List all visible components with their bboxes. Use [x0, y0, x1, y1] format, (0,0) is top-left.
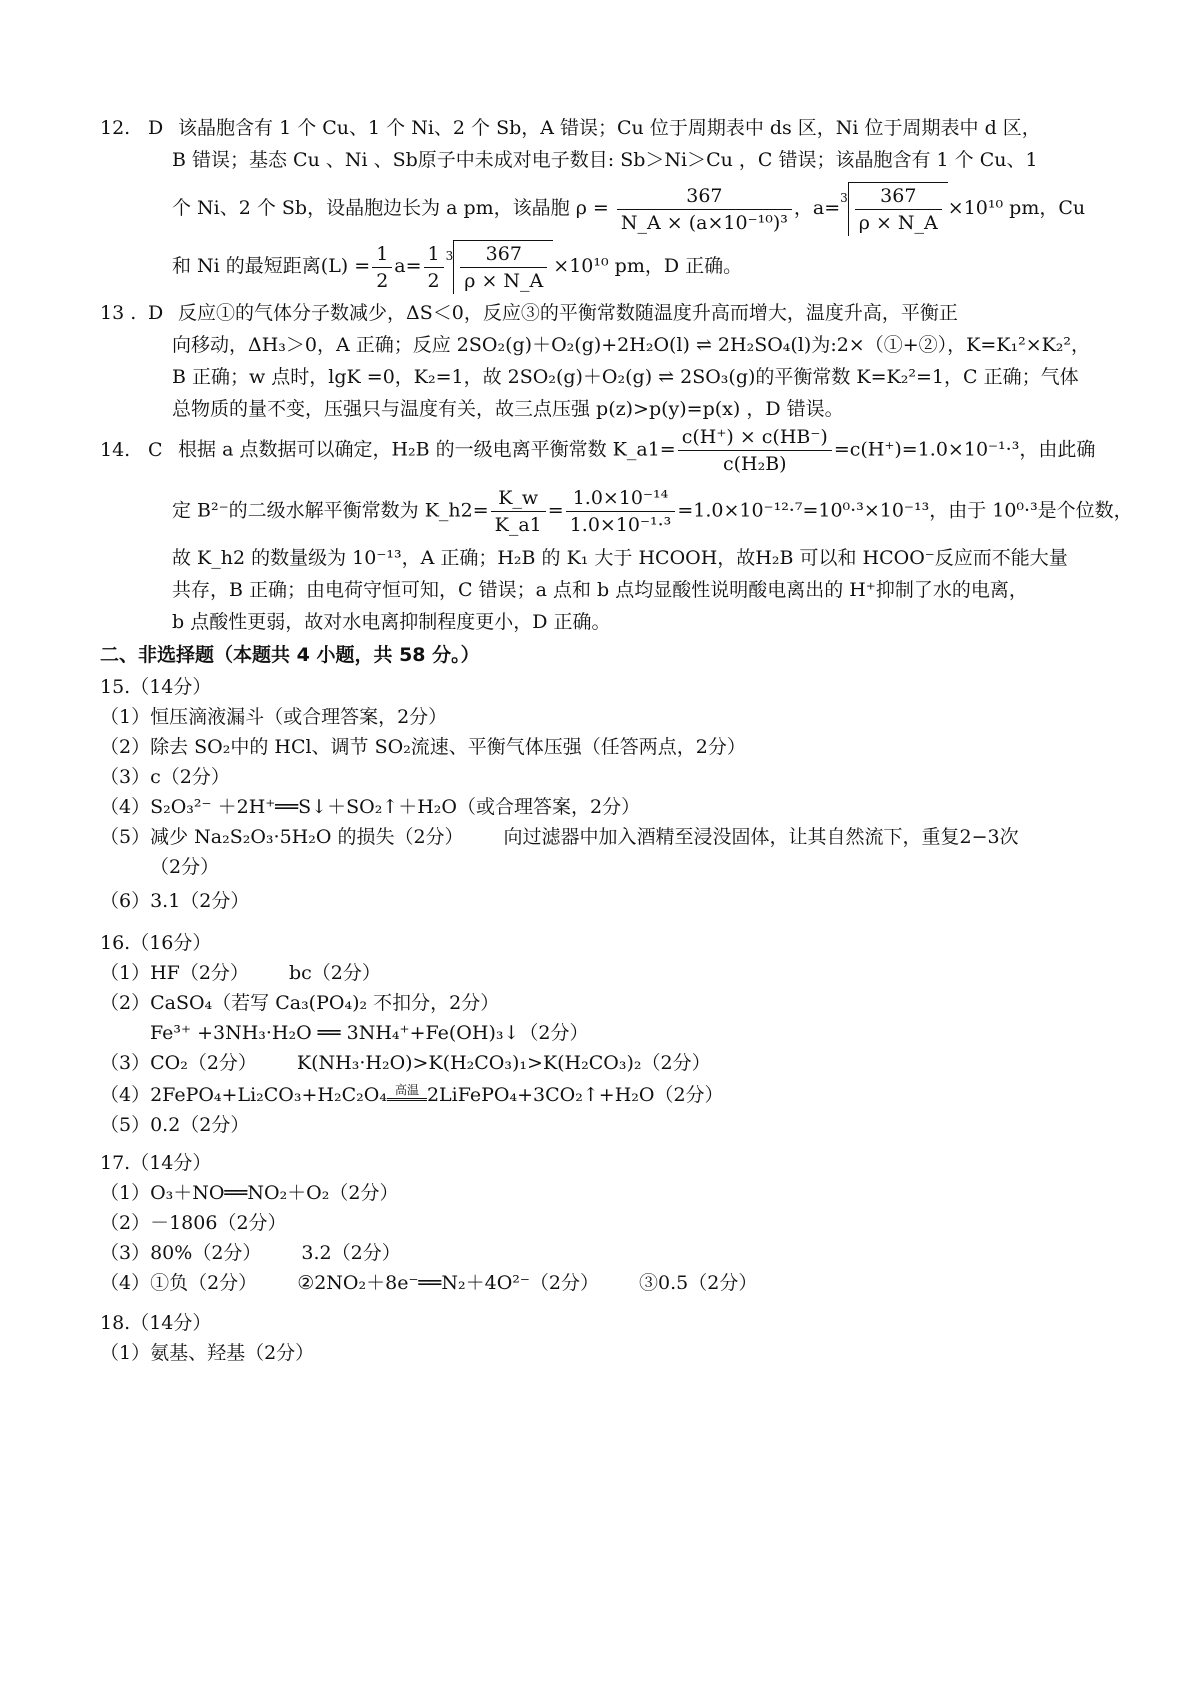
q17-item4b: ②2NO₂＋8e⁻══N₂＋4O²⁻（2分） [297, 1272, 600, 1294]
q12-block [100, 112, 1100, 294]
q15-item5c: （2分） [150, 856, 220, 878]
q18-heading: 18.（14分） [100, 1312, 212, 1334]
q12-answer: D [148, 117, 164, 139]
q17-item4 [100, 1268, 757, 1295]
q14-number: 14. [100, 438, 131, 461]
q16-item4-condition: 高温 [394, 1083, 419, 1097]
section-heading: 二、非选择题（本题共 4 小题，共 58 分。） [100, 644, 480, 666]
q12-line1: 该晶胞含有 1 个 Cu、1 个 Ni、2 个 Sb，A 错误；Cu 位于周期表中 ds 区，Ni 位于周期表中 d 区， [178, 117, 1041, 139]
q17-item1: （1）O₃＋NO══NO₂＋O₂（2分） [100, 1182, 399, 1204]
q12-cube-root: $^3$ $\frac{367}{\rho \times N\_A}$ [840, 182, 948, 236]
q15-item3: （3）c（2分） [100, 766, 230, 788]
q16-item1b: bc（2分） [288, 962, 381, 984]
q17-item4c: ③0.5（2分） [639, 1272, 758, 1294]
q14-kw-fraction: $\frac{K\_w}{K\_a1}$ [491, 485, 546, 538]
q16-item5: （5）0.2（2分） [100, 1114, 250, 1136]
q16-item1 [100, 958, 381, 985]
q12-line2: B 错误；基态 Cu 、Ni 、Sb原子中未成对电子数目: Sb＞Ni＞Cu ，C 错误；该晶胞含有 1 个 Cu、1 [172, 149, 1038, 171]
q12-line4b: ×10¹⁰ pm，D 正确。 [553, 255, 743, 277]
q13-line1: 反应①的气体分子数减少，ΔS＜0，反应③的平衡常数随温度升高而增大，温度升高，平衡正 [178, 302, 958, 324]
q14-line2b: =1.0×10⁻¹²·⁷=10⁰·³×10⁻¹³，由于 10⁰·³是个位数， [677, 499, 1133, 522]
q17-heading: 17.（14分） [100, 1152, 212, 1174]
q15-item5b: 向过滤器中加入酒精至浸没固体，让其自然流下，重复2−3次 [503, 826, 1019, 848]
q14-line1a: 根据 a 点数据可以确定，H₂B 的一级电离平衡常数 K_a1= [178, 438, 676, 461]
q17-item3 [100, 1238, 401, 1265]
q14-line1b: =c(H⁺)=1.0×10⁻¹·³，由此确 [833, 438, 1096, 461]
q13-line2: 向移动，ΔH₃＞0，A 正确；反应 2SO₂(g)＋O₂(g)+2H₂O(l) ⇌ 2H₂SO₄(l)为:2×（①+②），K=K₁²×K₂²， [172, 334, 1091, 356]
q12-half-fraction: $\frac{1}{2}$ [372, 241, 392, 294]
q16-item1a: （1）HF（2分） [100, 962, 249, 984]
q16-item3 [100, 1048, 711, 1075]
q13-number: 13 . [100, 302, 137, 324]
q14-line2a: 定 B²⁻的二级水解平衡常数为 K_h2= [172, 499, 489, 522]
q13-block [100, 297, 1100, 425]
q16-item4 [100, 1080, 724, 1107]
q16-item2a: （2）CaSO₄（若写 Ca₃(PO₄)₂ 不扣分，2分） [100, 992, 500, 1014]
q14-value-fraction: $\frac{\text{1.0×10⁻¹⁴}}{\text{1.0×10⁻¹·³}}$ [566, 485, 676, 538]
q17-item4a: （4）①负（2分） [100, 1272, 258, 1294]
q15-item6: （6）3.1（2分） [100, 890, 250, 912]
q16-item4a: （4）2FePO₄+Li₂CO₃+H₂C₂O₄ [100, 1084, 387, 1106]
q16-item4b: 2LiFePO₄+3CO₂↑+H₂O（2分） [426, 1084, 724, 1106]
q14-answer: C [148, 438, 163, 461]
q14-line5: b 点酸性更弱，故对水电离抑制程度更小，D 正确。 [172, 611, 611, 633]
q13-line3: B 正确；w 点时，lgK =0，K₂=1，故 2SO₂(g)＋O₂(g) ⇌ 2SO₃(g)的平衡常数 K=K₂²=1，C 正确；气体 [172, 366, 1079, 388]
q14-ka1-fraction: $\frac{c(H^+) \times c(HB^-)}{\text{c(H₂B)}}$ [678, 424, 832, 477]
q16-item3b: K(NH₃·H₂O)>K(H₂CO₃)₁>K(H₂CO₃)₂（2分） [296, 1052, 711, 1074]
q13-answer: D [148, 302, 164, 324]
q16-item2b: Fe³⁺ +3NH₃·H₂O ══ 3NH₄⁺+Fe(OH)₃↓（2分） [150, 1022, 589, 1044]
q13-line4: 总物质的量不变，压强只与温度有关，故三点压强 p(z)>p(y)=p(x) ，D 错误。 [172, 398, 844, 420]
q15-heading: 15.（14分） [100, 676, 212, 698]
q17-item3a: （3）80%（2分） [100, 1242, 262, 1264]
q15-item4: （4）S₂O₃²⁻ ＋2H⁺══S↓＋SO₂↑＋H₂O（或合理答案，2分） [100, 796, 641, 818]
q12-cube-root-2: $^3$ $\frac{367}{\rho \times N\_A}$ [446, 240, 554, 294]
q12-line3b: ，a= [793, 197, 841, 219]
q12-half-fraction-2: $\frac{1}{2}$ [424, 241, 444, 294]
q12-line4a: 和 Ni 的最短距离(L) = [172, 255, 371, 277]
q12-number: 12. [100, 117, 131, 139]
q15-item5a: （5）减少 Na₂S₂O₃·5H₂O 的损失（2分） [100, 826, 464, 848]
q15-item5 [100, 822, 1019, 849]
q17-item2: （2）－1806（2分） [100, 1212, 287, 1234]
q12-line3c: ×10¹⁰ pm，Cu [947, 197, 1086, 219]
q14-eq: = [547, 499, 564, 522]
q14-line4: 共存，B 正确；由电荷守恒可知，C 错误；a 点和 b 点均显酸性说明酸电离出的 H⁺抑制了水的电离， [172, 579, 1028, 601]
q16-item3a: （3）CO₂（2分） [100, 1052, 257, 1074]
q14-block [100, 424, 1133, 638]
q12-line4-a: a= [394, 255, 422, 277]
q14-line3: 故 K_h2 的数量级为 10⁻¹³，A 正确；H₂B 的 K₁ 大于 HCOOH，故H₂B 可以和 HCOO⁻反应而不能大量 [172, 547, 1068, 569]
q15-item2: （2）除去 SO₂中的 HCl、调节 SO₂流速、平衡气体压强（任答两点，2分） [100, 736, 746, 758]
q16-heading: 16.（16分） [100, 932, 212, 954]
q12-density-fraction: $\frac{367}{\text{N\_A × (a×10⁻¹⁰)³}}$ [617, 183, 792, 236]
q18-item1: （1）氨基、羟基（2分） [100, 1342, 315, 1364]
q12-line3a: 个 Ni、2 个 Sb，设晶胞边长为 a pm，该晶胞 ρ = [172, 197, 609, 219]
q15-item1: （1）恒压滴液漏斗（或合理答案，2分） [100, 706, 448, 728]
q17-item3b: 3.2（2分） [301, 1242, 401, 1264]
